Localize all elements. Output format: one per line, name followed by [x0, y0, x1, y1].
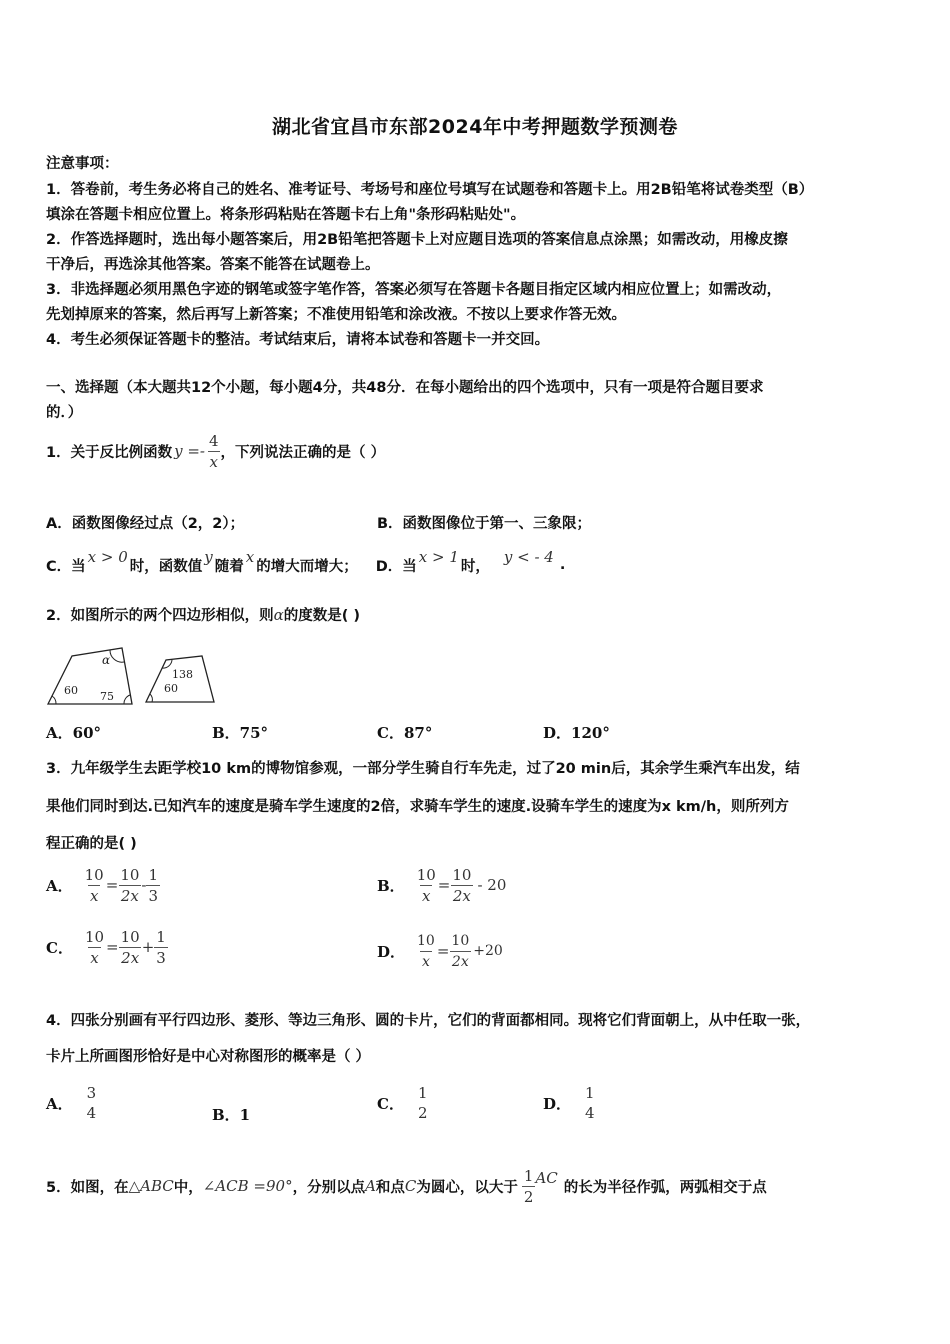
q4-c-num: 1 — [417, 1084, 428, 1102]
q3-d-frac-1 — [415, 931, 437, 972]
q1-option-c-text-4: 的增大而增大； — [256, 558, 358, 575]
q3-option-d — [377, 928, 503, 974]
q5-angle: ∠ACB =90° — [202, 1177, 293, 1195]
q3-c-frac-3-num: 1 — [156, 927, 166, 946]
q3-a-frac-2 — [118, 865, 141, 906]
q3-a-eq: = — [105, 876, 119, 894]
q3-b-frac-1-num: 10 — [416, 865, 436, 884]
q3-a-frac-3 — [146, 865, 160, 906]
q1-option-c — [46, 548, 565, 582]
q1-option-c-text-2: 时，函数值 — [129, 558, 203, 575]
q1-option-d-result: y < - 4 — [503, 548, 554, 566]
q3-option-a — [46, 862, 160, 908]
q4-d-frac — [583, 1083, 597, 1123]
q2-stem-end: 的度数是( ) — [283, 608, 361, 624]
q3-c-frac-1-den: x — [90, 948, 99, 967]
q2-alpha: α — [273, 606, 284, 624]
q3-d-plus-20: +20 — [473, 943, 503, 959]
q3-a-frac-3-num: 1 — [148, 865, 159, 884]
q4-d-den: 4 — [585, 1104, 595, 1122]
q2-option-b: B．75° — [212, 724, 269, 742]
notes-line-6: 先划掉原来的答案，然后再写上新答案；不准使用铅笔和涂改液。不按以上要求作答无效。 — [46, 307, 626, 323]
notes-line-5: 3．非选择题必须用黑色字迹的钢笔或签字笔作答，答案必须写在答题卡各题目指定区域内相应位置上；如需改动， — [46, 282, 782, 298]
q3-c-frac-1 — [83, 927, 106, 968]
q1-function-numerator: 4 — [208, 431, 219, 450]
q3-option-d-label: D． — [377, 942, 406, 961]
q1-option-d-text-2: 时， — [460, 558, 490, 575]
q4-c-den: 2 — [417, 1104, 428, 1122]
q1-function-fraction — [207, 431, 221, 472]
q5-text-5: 为圆心，以大于 — [416, 1179, 518, 1196]
q3-c-frac-2 — [119, 927, 142, 968]
q1-option-d-text-3: . — [559, 557, 566, 573]
q1-function-lhs: y =- — [174, 442, 205, 460]
q4-option-a — [46, 1080, 98, 1126]
q3-b-frac-2-den: 2x — [452, 886, 471, 905]
q3-line-2: 果他们同时到达.已知汽车的速度是骑车学生速度的2倍，求骑车学生的速度.设骑车学生的速度为x km/h，则所列方 — [46, 799, 789, 815]
question-5-stem — [46, 1163, 767, 1209]
q2-angle-arc-75 — [124, 695, 130, 704]
q2-label-138: 138 — [172, 668, 193, 681]
q5-half-fraction — [522, 1166, 536, 1207]
q3-a-frac-1 — [83, 865, 106, 906]
q3-option-c — [46, 924, 168, 970]
q2-stem-text: 2．如图所示的两个四边形相似，则 — [46, 608, 274, 624]
q3-option-b — [377, 862, 506, 908]
notes-line-7: 4．考生必须保证答题卡的整洁。考试结束后，请将本试卷和答题卡一并交回。 — [46, 332, 550, 348]
notes-heading: 注意事项： — [46, 156, 119, 172]
page-title: 湖北省宜昌市东部2024年中考押题数学预测卷 — [272, 116, 678, 138]
section-heading-line-2: 的．） — [46, 405, 83, 421]
q3-b-frac-1-den: x — [422, 886, 431, 905]
question-1-stem — [46, 428, 385, 474]
q3-option-c-label: C． — [46, 938, 73, 957]
q4-a-den: 4 — [86, 1104, 97, 1122]
q4-option-d — [543, 1080, 597, 1126]
q4-option-c — [377, 1080, 430, 1126]
q2-label-alpha: α — [102, 653, 111, 667]
q5-point-a: A — [365, 1177, 376, 1195]
q3-line-1: 3．九年级学生去距学校10 km的博物馆参观，一部分学生骑自行车先走，过了20 min后，其余学生乘汽车出发，结 — [46, 761, 800, 777]
notes-line-3: 2．作答选择题时，选出每小题答案后，用2B铅笔把答题卡上对应题目选项的答案信息点涂黑；如需改动，用橡皮擦 — [46, 232, 788, 248]
q1-option-b: B．函数图像位于第一、三象限； — [377, 516, 592, 532]
q2-label-60-left: 60 — [64, 684, 78, 697]
q3-a-frac-1-den: x — [89, 886, 99, 905]
q2-figure-quadrilaterals — [40, 640, 230, 710]
q5-segment-ac: AC — [535, 1169, 558, 1187]
q1-option-d-condition: x > 1 — [418, 548, 459, 566]
q3-b-frac-1 — [415, 865, 438, 906]
q1-option-c-text-3: 随着 — [214, 558, 244, 575]
q5-text-2: 中， — [173, 1179, 203, 1196]
notes-line-1: 1．答卷前，考生务必将自己的姓名、准考证号、考场号和座位号填写在试题卷和答题卡上。用2B铅笔将试卷类型（B） — [46, 182, 814, 198]
q3-c-frac-3 — [154, 927, 168, 968]
q1-option-c-condition: x > 0 — [87, 548, 128, 566]
q3-a-frac-2-num: 10 — [120, 865, 140, 884]
q1-option-a: A．函数图像经过点（2，2）； — [46, 516, 245, 532]
q5-triangle: △ABC — [128, 1177, 174, 1195]
q3-line-3: 程正确的是( ) — [46, 836, 137, 852]
q3-a-frac-2-den: 2x — [120, 886, 139, 905]
q2-angle-arc-60-right — [150, 694, 152, 702]
q3-c-frac-2-den: 2x — [121, 948, 140, 967]
q3-b-frac-2 — [450, 865, 473, 906]
q3-d-frac-2-den: 2x — [450, 951, 471, 972]
q5-point-c: C — [404, 1177, 417, 1195]
q3-a-frac-1-num: 10 — [84, 865, 104, 884]
q1-function-denominator: x — [209, 452, 218, 471]
q2-label-60-right: 60 — [164, 682, 178, 695]
q2-option-d: D．120° — [543, 724, 610, 742]
q3-c-eq: = — [106, 938, 119, 956]
q3-d-frac-1-num: 10 — [417, 932, 435, 949]
q2-angle-arc-alpha — [110, 650, 124, 662]
q2-option-c: C．87° — [377, 724, 433, 742]
q1-suffix: ，下列说法正确的是（ ） — [220, 444, 386, 461]
q1-option-c-text-1: C．当 — [46, 558, 86, 575]
q5-text-4: 和点 — [375, 1179, 405, 1196]
q1-option-d-text-1: D．当 — [375, 558, 417, 575]
q4-d-num: 1 — [585, 1084, 595, 1102]
q5-text-1: 5．如图，在 — [46, 1179, 129, 1196]
q5-half-num: 1 — [523, 1166, 534, 1185]
q2-quadrilateral-left — [48, 648, 132, 704]
q3-d-frac-2-num: 10 — [451, 932, 470, 949]
q1-option-c-x: x — [245, 548, 255, 566]
q4-option-a-label: A． — [46, 1094, 73, 1113]
q3-option-b-label: B． — [377, 876, 405, 895]
q4-a-num: 3 — [86, 1084, 97, 1102]
q5-text-6: 的长为半径作弧，两弧相交于点 — [563, 1179, 767, 1196]
q3-c-frac-1-num: 10 — [84, 927, 105, 946]
q2-label-75: 75 — [100, 690, 114, 703]
q3-d-eq: = — [436, 942, 450, 960]
q2-angle-arc-60-left — [52, 696, 56, 704]
q4-line-2: 卡片上所画图形恰好是中心对称图形的概率是（ ） — [46, 1049, 371, 1065]
section-heading-line-1: 一、选择题（本大题共12个小题，每小题4分，共48分．在每小题给出的四个选项中，只有一项是符合题目要求 — [46, 380, 764, 396]
q3-a-minus: - — [141, 876, 147, 894]
q3-d-frac-2 — [449, 931, 471, 972]
q1-option-c-y: y — [204, 548, 213, 566]
q4-a-frac — [85, 1083, 99, 1123]
q4-option-b: B．1 — [212, 1106, 251, 1124]
q3-b-eq: = — [437, 876, 451, 894]
notes-line-4: 干净后，再选涂其他答案。答案不能答在试题卷上。 — [46, 257, 380, 273]
q4-option-d-label: D． — [543, 1094, 572, 1113]
q2-option-a: A．60° — [46, 724, 102, 742]
q1-prefix: 1．关于反比例函数 — [46, 444, 173, 461]
q3-d-frac-1-den: x — [420, 951, 432, 972]
question-2-stem — [46, 604, 360, 625]
q3-b-frac-2-num: 10 — [452, 865, 472, 884]
q3-c-frac-3-den: 3 — [156, 948, 166, 967]
q3-a-frac-3-den: 3 — [148, 886, 159, 905]
q4-line-1: 4．四张分别画有平行四边形、菱形、等边三角形、圆的卡片，它们的背面都相同。现将它们背面朝上，从中任取一张， — [46, 1013, 811, 1029]
q5-text-3: ，分别以点 — [292, 1179, 366, 1196]
q3-c-plus: + — [141, 938, 155, 956]
notes-line-2: 填涂在答题卡相应位置上。将条形码粘贴在答题卡右上角"条形码粘贴处"。 — [46, 207, 526, 223]
q3-b-minus-20: - 20 — [477, 876, 507, 894]
q4-option-c-label: C． — [377, 1094, 404, 1113]
q3-option-a-label: A． — [46, 876, 73, 895]
q4-c-frac — [416, 1083, 430, 1123]
q5-half-den: 2 — [523, 1187, 534, 1206]
q3-c-frac-2-num: 10 — [120, 927, 140, 946]
